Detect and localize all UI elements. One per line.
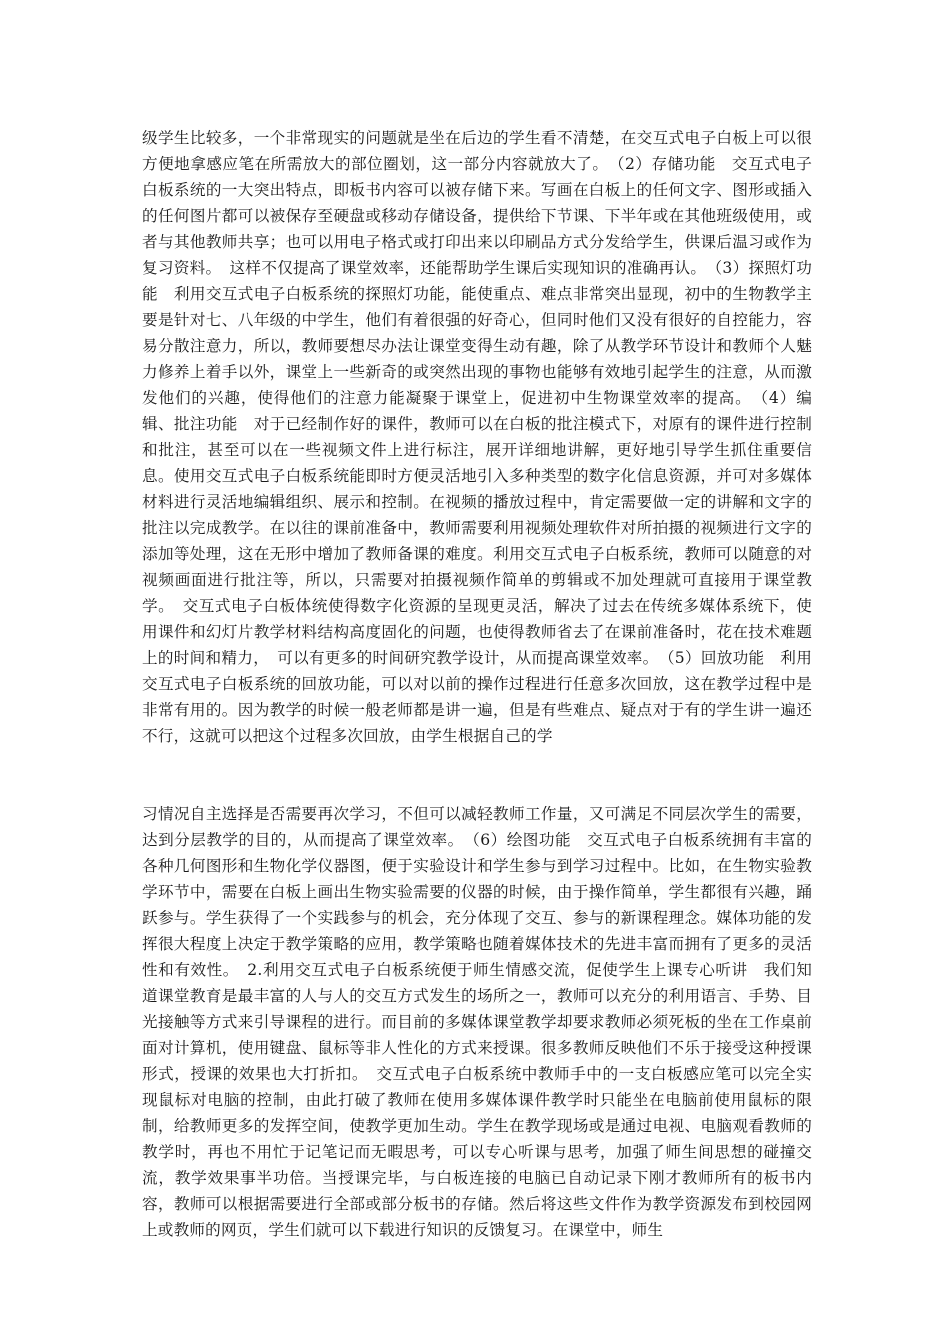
body-paragraph-1: 级学生比较多，一个非常现实的问题就是坐在后边的学生看不清楚，在交互式电子白板上可以很方便地拿感应笔在所需放大的部位圈划，这一部分内容就放大了。 （2）存储功能 交互式电子白板系统的一大突出特点，即板书内容可以被存储下来。写画在白板上的任何文字、图形或插入的任何图片都可以被保存至硬盘或移动存储设备，提供给下节课、下半年或在其他班级使用，或者与其他教师共享；也可以用电子格式或打印出来以印刷品方式分发给学生，供课后温习或作为复习资料。 这样不仅提高了课堂效率，还能帮助学生课后实现知识的准确再认。 （3）探照灯功能 利用交互式电子白板系统的探照灯功能，能使重点、难点非常突出显现，初中的生物教学主要是针对七、八年级的中学生，他们有着很强的好奇心，但同时他们又没有很好的自控能力，容易分散注意力，所以，教师要想尽办法让课堂变得生动有趣，除了从教学环节设计和教师个人魅力修养上着手以外，课堂上一些新奇的或突然出现的事物也能够有效地引起学生的注意，从而激发他们的兴趣，使得他们的注意力能凝聚于课堂上，促进初中生物课堂效率的提高。 （4）编辑、批注功能 对于已经制作好的课件，教师可以在白板的批注模式下，对原有的课件进行控制和批注，甚至可以在一些视频文件上进行标注，展开详细地讲解，更好地引导学生抓住重要信息。使用交互式电子白板系统能即时方便灵活地引入多种类型的数字化信息资源，并可对多媒体材料进行灵活地编辑组织、展示和控制。在视频的播放过程中，肯定需要做一定的讲解和文字的批注以完成教学。在以往的课前准备中，教师需要利用视频处理软件对所拍摄的视频进行文字的添加等处理，这在无形中增加了教师备课的难度。利用交互式电子白板系统，教师可以随意的对视频画面进行批注等，所以，只需要对拍摄视频作简单的剪辑或不加处理就可直接用于课堂教学。 交互式电子白板体统使得数字化资源的呈现更灵活，解决了过去在传统多媒体系统下，使用课件和幻灯片教学材料结构高度固化的问题，也使得教师省去了在课前准备时，花在技术难题上的时间和精力， 可以有更多的时间研究教学设计，从而提高课堂效率。 （5）回放功能 利用交互式电子白板系统的回放功能，可以对以前的操作过程进行任意多次回放，这在教学过程中是非常有用的。因为教学的时候一般老师都是讲一遍，但是有些难点、疑点对于有的学生讲一遍还不行，这就可以把这个过程多次回放，由学生根据自己的学 [142, 129, 812, 745]
body-paragraph-2: 习情况自主选择是否需要再次学习，不但可以减轻教师工作量，又可满足不同层次学生的需要，达到分层教学的目的，从而提高了课堂效率。 （6）绘图功能 交互式电子白板系统拥有丰富的各种几何图形和生物化学仪器图，便于实验设计和学生参与到学习过程中。比如，在生物实验教学环节中，需要在白板上画出生物实验需要的仪器的时候，由于操作简单，学生都很有兴趣，踊跃参与。学生获得了一个实践参与的机会，充分体现了交互、参与的新课程理念。媒体功能的发挥很大程度上决定于教学策略的应用，教学策略也随着媒体技术的先进丰富而拥有了更多的灵活性和有效性。 2.利用交互式电子白板系统便于师生情感交流，促使学生上课专心听讲 我们知道课堂教育是最丰富的人与人的交互方式发生的场所之一，教师可以充分的利用语言、手势、目光接触等方式来引导课程的进行。而目前的多媒体课堂教学却要求教师必须死板的坐在工作桌前面对计算机，使用键盘、鼠标等非人性化的方式来授课。很多教师反映他们不乐于接受这种授课形式，授课的效果也大打折扣。 交互式电子白板系统中教师手中的一支白板感应笔可以完全实现鼠标对电脑的控制，由此打破了教师在使用多媒体课件教学时只能坐在电脑前使用鼠标的限制，给教师更多的发挥空间，使教学更加生动。学生在教学现场或是通过电视、电脑观看教师的教学时，再也不用忙于记笔记而无暇思考，可以专心听课与思考，加强了师生间思想的碰撞交流，教学效果事半功倍。当授课完毕，与白板连接的电脑已自动记录下刚才教师所有的板书内容，教师可以根据需要进行全部或部分板书的存储。然后将这些文件作为教学资源发布到校园网上或教师的网页，学生们就可以下载进行知识的反馈复习。在课堂中，师生 [142, 805, 812, 1239]
